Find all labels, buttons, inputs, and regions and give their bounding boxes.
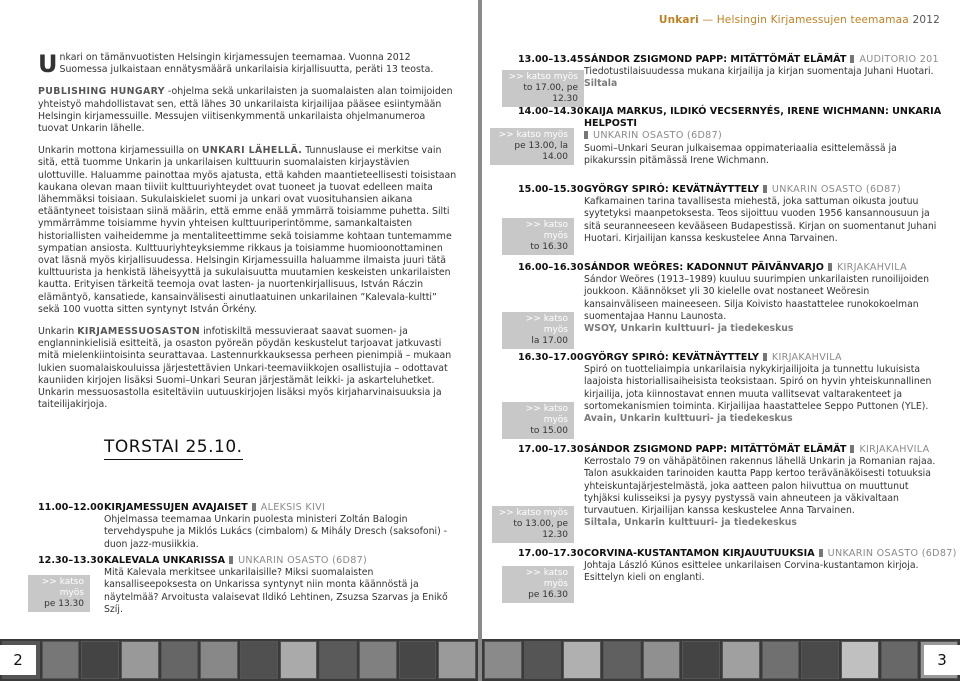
event-location: UNKARIN OSASTO (6D87) <box>238 555 368 566</box>
event-time: 11.00–12.00 <box>38 502 104 513</box>
event-time: 12.30–13.30 <box>38 555 104 566</box>
event-description: Sándor Weöres (1913–1989) kuuluu suurimpien unkarilaisten runoilijoiden joukkoon. Käännökset yli 30 kielelle ovat nostaneet Weöresin kansainväliseen maineeseen. Silja Koivisto haastattelee runokokoelman suomentajaa Hannu Launosta. <box>584 274 930 322</box>
see-also-tag[interactable]: >> katso myös to 13.00, pe 12.30 <box>492 506 574 543</box>
day-heading: TORSTAI 25.10. <box>104 437 243 460</box>
event-title: SÁNDOR WEÖRES: KADONNUT PÄIVÄNVARJO KIRJAKAHVILA <box>584 262 907 273</box>
event-publisher: Avain, Unkarin kulttuuri- ja tiedekeskus <box>584 413 793 425</box>
right-page <box>482 0 960 681</box>
page-number: 3 <box>924 645 960 675</box>
event-time: 16.00–16.30 <box>518 262 584 273</box>
intro-paragraph-2: PUBLISHING HUNGARY -ohjelma sekä unkarilaisten ja suomalaisten alan toimijoiden yhteistyö mahdollistavat sen, että lähes 30 unkarilaista kirjailijaa pääsee esiintymään Helsingin kirjamessuille. Messujen viitisenkymmentä unkarilaista ohjelmanumeroa tuovat Unkarin lähelle. <box>38 86 453 135</box>
event-time: 16.30–17.00 <box>518 352 584 363</box>
event-description: Johtaja László Kúnos esittelee unkarilaisen Corvina-kustantamon kirjoja. Esittelyn kieli on englanti. <box>584 560 919 584</box>
intro-text <box>38 52 458 421</box>
intro-paragraph-4: Unkarin KIRJAMESSUOSASTON infotiskiltä messuvieraat saavat suomen- ja englanninkielisiä esitteitä, ja osaston pyöreän pöydän keskustelut tarjoavat jatkuvasti mitä mielenkiintoisinta seurattavaa. Lastennurkkauksessa perheen pienimpiä – mukaan lukien suomalaiskouluissa järjestettävien Unkari-teemaviikkojen osallistujia – odottavat kauniiden kirjojen lisäksi Suomi–Unkari Seuran järjestämät leikki- ja askarteluhetket. Unkarin messuosastolla esiteltäviin uutuuskirjojen lisäksi myös kirjaharvinaisuuksia ja taiteilijakirjoja. <box>38 326 452 411</box>
drop-cap: U <box>38 50 58 78</box>
intro-paragraph-3: Unkarin mottona kirjamessuilla on UNKARI LÄHELLÄ. Tunnuslause ei merkitse vain sitä, että tuomme Unkarin ja unkarilaisen kulttuurin suomalaisten kirjaystävien ulottuville. Haluamme painottaa myös ajatusta, että kahden maantieteellisesti toisistaan kaukana olevan maan tiiviit kulttuuriyhteydet ovat tuoneet ja tuovat edelleen maita lähemmäksi toisiaan. Sukulaiskielet suomi ja unkari ovat vuosituhansien aikana etääntyneet toisistaan siinä määrin, että emme enää ymmärrä toisiamme puhetta. Silti ymmärrämme toisiamme hyvin yhteisen kulttuuriperintömme, samankaltaisten historiallisten vaiheidemme ja mentaliteettimme sekä toisiamme kohtaan tuntemamme sympatian ansiosta. Kulttuuriyhteyksiemme rikkaus ja toisiamme huomioonottaminen ovat läsnä myös kirjallisuudessa. Helsingin Kirjamessuilla haluamme ilmaista juuri tätä kulttuurista ja henkistä läheisyyttä ja sukulaisuutta muutamien keskeisten unkarilaisten kautta. Erityisen tärkeitä teemoja ovat lasten- ja nuortenkirjallisuus, István Ráczin elämäntyö, kansatiede, kansainvälisesti ainutlaatuinen unkarilainen ”Kalevala-kultti” sekä 100 vuotta sitten syntynyt István Örkény. <box>38 145 457 315</box>
event-description: Kerrostalo 79 on vähäpätöinen rakennus lähellä Unkarin ja Romanian rajaa. Talon asukkaiden tarinoiden kautta Papp kertoo terävänäköisesti totuuksia yhteiskuntajärjestelmästä, joka aatteen palon hiivuttua on muuttunut tyhjäksi kulisseiksi ja pysyy pystyssä vain ahneuteen ja väkivaltaan turvautuen. Kirjailijan kanssa keskustelee Anna Tarvainen. <box>584 456 936 517</box>
see-also-tag[interactable]: >> katso myös to 16.30 <box>502 218 574 255</box>
event-time: 14.00–14.30 <box>518 106 584 117</box>
event-description: Mitä Kalevala merkitsee unkarilaisille? Miksi suomalaisten kansalliseepoksesta on Unkarissa syntynyt niin monta käännöstä ja näytelmää? Arvoitusta valaisevat Ildikó Lehtinen, Zsuzsa Szarvas ja Enikő Szíj. <box>104 567 448 615</box>
event-time: 17.00–17.30 <box>518 444 584 455</box>
see-also-tag[interactable]: >> katso myös pe 13.00, la 14.00 <box>490 128 574 165</box>
event-location: ALEKSIS KIVI <box>260 502 326 513</box>
running-header: Unkari — Helsingin Kirjamessujen teemamaa 2012 <box>658 14 940 26</box>
event-publisher: WSOY, Unkarin kulttuuri- ja tiedekeskus <box>584 323 794 335</box>
schedule-item <box>0 555 458 615</box>
event-title: SÁNDOR ZSIGMOND PAPP: MITÄTTÖMÄT ELÄMÄT KIRJAKAHVILA <box>584 444 930 455</box>
schedule-item <box>482 548 960 600</box>
event-publisher: Siltala <box>584 78 618 90</box>
event-description: Ohjelmassa teemamaa Unkarin puolesta ministeri Zoltán Balogin tervehdyspuhe ja Miklós Lukács (cimbalom) & Mihály Dresch (saksofoni) -duon jazz-musiikkia. <box>104 514 448 550</box>
event-title: CORVINA-KUSTANTAMON KIRJAUUTUUKSIA UNKARIN OSASTO (6D87) <box>584 548 957 559</box>
event-title: KAIJA MARKUS, ILDIKÓ VECSERNYÉS, IRENE WICHMANN: UNKARIA HELPOSTI UNKARIN OSASTO (6D87) <box>584 106 942 142</box>
schedule-item <box>482 106 960 168</box>
event-time: 17.00–17.30 <box>518 548 584 559</box>
event-title: SÁNDOR ZSIGMOND PAPP: MITÄTTÖMÄT ELÄMÄT AUDITORIO 201 <box>584 54 939 65</box>
see-also-tag[interactable]: >> katso myös to 17.00, pe 12.30 <box>502 70 584 107</box>
event-title: KALEVALA UNKARISSA UNKARIN OSASTO (6D87) <box>104 555 368 566</box>
event-description: Kafkamainen tarina tavallisesta miehestä, joka sattuman oikusta joutuu syytetyksi maanpetoksesta. Teos sijoittuu vuoden 1956 kansannousuun ja sitä seuranneeseen kevääseen Budapestissä. Kirjan on suomentanut Juhani Huotari. Kirjailijan kanssa keskustelee Anna Tarvainen. <box>584 196 937 244</box>
event-time: 13.00–13.45 <box>518 54 584 65</box>
see-also-tag[interactable]: >> katso myös pe 16.30 <box>502 566 574 603</box>
event-title: KIRJAMESSUJEN AVAJAISET ALEKSIS KIVI <box>104 502 326 513</box>
schedule-item <box>38 502 458 550</box>
schedule-item <box>482 54 960 102</box>
left-page <box>0 0 478 681</box>
event-title: GYÖRGY SPIRÓ: KEVÄTNÄYTTELY KIRJAKAHVILA <box>584 352 842 363</box>
event-description: Tiedotustilaisuudessa mukana kirjailija ja kirjan suomentaja Juhani Huotari. <box>584 66 934 78</box>
event-time: 15.00–15.30 <box>518 184 584 195</box>
event-description: Spiró on tuotteliaimpia unkarilaisia nykykirjailijoita ja tunnettu lukuisista laajoista historiallisaiheisista teoksistaan. Spiró on hyvin yhteiskunnallinen kirjailija, jota kiinnostavat ennen muuta vallitsevat valtarakenteet ja sortomekanismien toiminta. Kirjailijaa haastattelee Seppo Puttonen (YLE). <box>584 364 932 412</box>
intro-paragraph-1: Unkari on tämänvuotisten Helsingin kirjamessujen teemamaa. Vuonna 2012 Suomessa julkaistaan ennätysmäärä unkarilaisia kirjallisuutta, peräti 13 teosta. <box>38 50 434 78</box>
event-title: GYÖRGY SPIRÓ: KEVÄTNÄYTTELY UNKARIN OSASTO (6D87) <box>584 184 901 195</box>
schedule-item <box>482 262 960 346</box>
schedule-item <box>482 352 960 436</box>
footer-bookstrip <box>482 639 960 681</box>
footer-bookstrip <box>0 639 478 681</box>
event-publisher: Siltala, Unkarin kulttuuri- ja tiedekeskus <box>584 517 797 529</box>
see-also-tag[interactable]: >> katso myös to 15.00 <box>502 402 574 439</box>
page-number: 2 <box>0 645 36 675</box>
see-also-tag[interactable]: >> katso myös pe 13.30 <box>28 575 90 612</box>
schedule-item <box>482 444 960 540</box>
see-also-tag[interactable]: >> katso myös la 17.00 <box>502 312 574 349</box>
event-description: Suomi–Unkari Seuran julkaisemaa oppimateriaalia esittelemässä ja pikakurssin pitämässä Irene Wichmann. <box>584 142 897 166</box>
schedule-item <box>482 184 960 250</box>
